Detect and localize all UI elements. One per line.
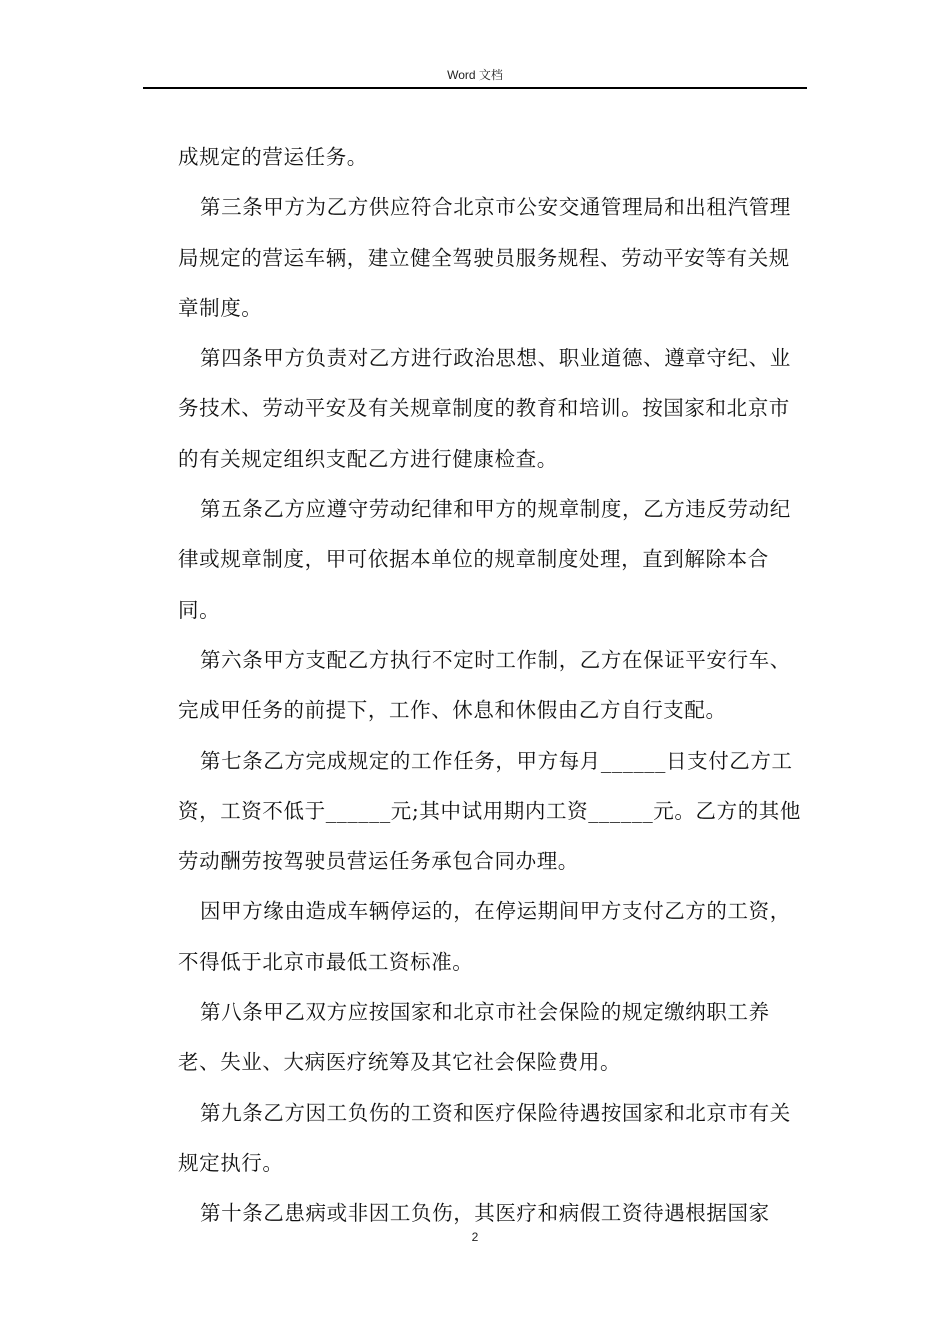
paragraph-article-7: 第七条乙方完成规定的工作任务，甲方每月______日支付乙方工资，工资不低于______元;其中试用期内工资______元。乙方的其他劳动酬劳按驾驶员营运任务承包合同办理。 — [178, 748, 802, 874]
paragraph-article-10: 第十条乙患病或非因工负伤，其医疗和病假工资待遇根据国家 — [200, 1201, 770, 1226]
paragraph-article-5: 第五条乙方应遵守劳动纪律和甲方的规章制度，乙方违反劳动纪律或规章制度，甲可依据本单位的规章制度处理，直到解除本合同。 — [178, 497, 791, 622]
paragraph-article-8: 第八条甲乙双方应按国家和北京市社会保险的规定缴纳职工养老、失业、大病医疗统筹及其它社会保险费用。 — [178, 1000, 770, 1075]
paragraph-article-3: 第三条甲方为乙方供应符合北京市公安交通管理局和出租汽管理局规定的营运车辆，建立健全驾驶员服务规程、劳动平安等有关规章制度。 — [178, 195, 791, 320]
header-divider — [143, 87, 807, 89]
paragraph-article-9: 第九条乙方因工负伤的工资和医疗保险待遇按国家和北京市有关规定执行。 — [178, 1100, 791, 1175]
page-number: 2 — [471, 1230, 479, 1244]
document-body — [178, 132, 808, 1239]
paragraph-article-7-cont: 因甲方缘由造成车辆停运的，在停运期间甲方支付乙方的工资，不得低于北京市最低工资标准。 — [178, 899, 791, 974]
paragraph-article-4: 第四条甲方负责对乙方进行政治思想、职业道德、遵章守纪、业务技术、劳动平安及有关规章制度的教育和培训。按国家和北京市的有关规定组织支配乙方进行健康检查。 — [178, 346, 791, 471]
paragraph: 成规定的营运任务。 — [178, 145, 368, 169]
page-header: Word 文档 — [447, 68, 503, 82]
paragraph-article-6: 第六条甲方支配乙方执行不定时工作制，乙方在保证平安行车、完成甲任务的前提下，工作、休息和休假由乙方自行支配。 — [178, 647, 791, 723]
